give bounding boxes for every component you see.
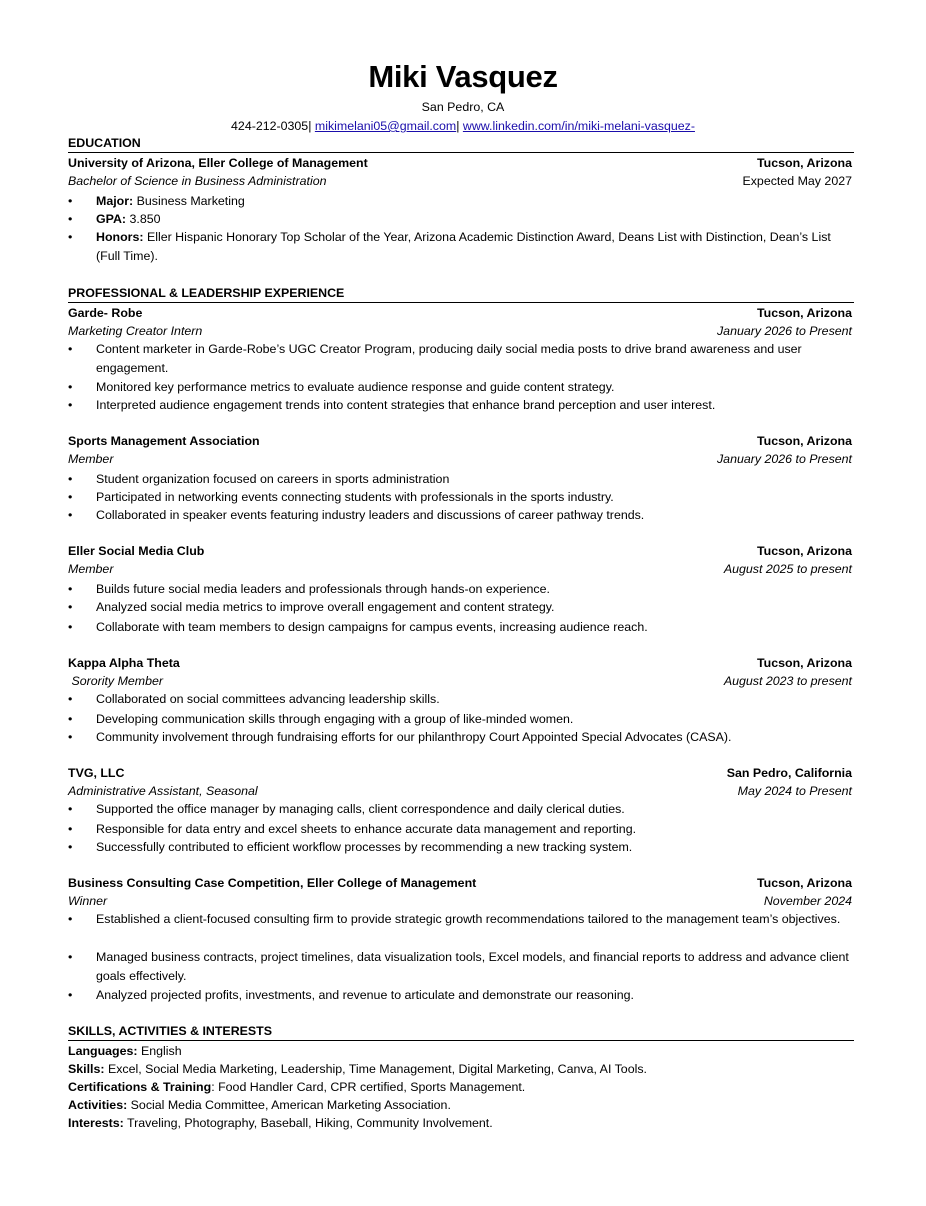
org-location: Tucson, Arizona xyxy=(757,306,852,320)
org-name: Garde- Robe xyxy=(68,306,143,320)
location: San Pedro, CA xyxy=(421,100,505,114)
bullet-icon: • xyxy=(68,822,73,836)
list-item: • Content marketer in Garde-Robe’s UGC Creator Program, producing daily social media posts to drive brand awareness and user engagement. xyxy=(68,342,802,375)
skills-interests: Interests: Traveling, Photography, Baseball, Hiking, Community Involvement. xyxy=(68,1116,493,1130)
org-name: Kappa Alpha Theta xyxy=(68,656,180,670)
section-title-education: EDUCATION xyxy=(68,136,141,150)
linkedin-link[interactable]: www.linkedin.com/in/miki-melani-vasquez- xyxy=(462,119,695,133)
list-item: • Monitored key performance metrics to evaluate audience response and guide content strategy. xyxy=(68,378,854,397)
section-title-experience: PROFESSIONAL & LEADERSHIP EXPERIENCE xyxy=(68,286,345,300)
list-item: • Supported the office manager by managing calls, client correspondence and daily clerical duties. xyxy=(68,800,854,819)
candidate-name: Miki Vasquez xyxy=(368,59,558,94)
list-item: • Interpreted audience engagement trends into content strategies that enhance brand perception and user interest. xyxy=(68,396,854,415)
list-item: • Analyzed social media metrics to improve overall engagement and content strategy. xyxy=(68,598,854,617)
phone: 424-212-0305 xyxy=(231,119,309,133)
org-location: Tucson, Arizona xyxy=(757,434,852,448)
bullet-icon: • xyxy=(68,988,73,1002)
contact-line xyxy=(0,117,926,135)
skills-activities: Activities: Social Media Committee, American Marketing Association. xyxy=(68,1098,451,1112)
list-item: • Honors: Eller Hispanic Honorary Top Scholar of the Year, Arizona Academic Distinction Award, Deans List with Distinction, Dean’s List (Full Time). xyxy=(68,230,831,263)
role-title: Winner xyxy=(68,894,108,908)
org-location: Tucson, Arizona xyxy=(757,544,852,558)
list-item: • GPA: 3.850 xyxy=(68,210,854,229)
bullet-icon: • xyxy=(68,342,73,356)
list-item: • Managed business contracts, project timelines, data visualization tools, Excel models, and financial reports to address and advance client goals effectively. xyxy=(68,950,849,983)
role-title: Member xyxy=(68,562,114,576)
bullet-icon: • xyxy=(68,912,73,926)
role-dates: January 2026 to Present xyxy=(716,452,852,466)
bullet-icon: • xyxy=(68,730,73,744)
bullet-icon: • xyxy=(68,472,73,486)
org-name: TVG, LLC xyxy=(68,766,125,780)
list-item: • Major: Business Marketing xyxy=(68,192,854,211)
org-location: Tucson, Arizona xyxy=(757,876,852,890)
section-divider xyxy=(68,1040,854,1041)
bullet-icon: • xyxy=(68,802,73,816)
section-divider xyxy=(68,152,854,153)
list-item: • Collaborate with team members to design campaigns for campus events, increasing audience reach. xyxy=(68,618,854,637)
graduation-date: Expected May 2027 xyxy=(742,174,852,188)
school-name: University of Arizona, Eller College of Management xyxy=(68,156,368,170)
school-location: Tucson, Arizona xyxy=(757,156,852,170)
role-dates: August 2023 to present xyxy=(723,674,852,688)
role-title: Administrative Assistant, Seasonal xyxy=(68,784,258,798)
list-item: • Responsible for data entry and excel sheets to enhance accurate data management and reporting. xyxy=(68,820,854,839)
list-item: • Established a client-focused consulting firm to provide strategic growth recommendations tailored to the management team’s objectives. xyxy=(68,910,854,929)
bullet-icon: • xyxy=(68,398,73,412)
bullet-icon: • xyxy=(68,582,73,596)
bullet-icon: • xyxy=(68,692,73,706)
bullet-icon: • xyxy=(68,840,73,854)
bullet-icon: • xyxy=(68,212,73,226)
list-item: • Community involvement through fundraising efforts for our philanthropy Court Appointed Special Advocates (CASA). xyxy=(68,728,854,747)
list-item: • Analyzed projected profits, investments, and revenue to articulate and demonstrate our reasoning. xyxy=(68,986,854,1005)
bullet-icon: • xyxy=(68,194,73,208)
role-title: Marketing Creator Intern xyxy=(68,324,203,338)
bullet-icon: • xyxy=(68,712,73,726)
skills-certifications: Certifications & Training: Food Handler Card, CPR certified, Sports Management. xyxy=(68,1080,526,1094)
role-dates: November 2024 xyxy=(763,894,852,908)
list-item: • Collaborated in speaker events featuring industry leaders and discussions of career pathway trends. xyxy=(68,506,854,525)
section-divider xyxy=(68,302,854,303)
role-title: Sorority Member xyxy=(68,674,164,688)
bullet-icon: • xyxy=(68,380,73,394)
list-item: • Successfully contributed to efficient workflow processes by recommending a new tracking system. xyxy=(68,838,854,857)
bullet-icon: • xyxy=(68,230,73,244)
list-item: • Student organization focused on careers in sports administration xyxy=(68,470,854,489)
email-link[interactable]: mikimelani05@gmail.com xyxy=(314,119,457,133)
role-dates: May 2024 to Present xyxy=(737,784,852,798)
bullet-icon: • xyxy=(68,620,73,634)
org-location: San Pedro, California xyxy=(726,766,852,780)
org-name: Sports Management Association xyxy=(68,434,260,448)
section-title-skills: SKILLS, ACTIVITIES & INTERESTS xyxy=(68,1024,273,1038)
separator: | xyxy=(456,119,460,133)
list-item: • Collaborated on social committees advancing leadership skills. xyxy=(68,690,854,709)
list-item: • Developing communication skills through engaging with a group of like-minded women. xyxy=(68,710,854,729)
role-dates: January 2026 to Present xyxy=(716,324,852,338)
bullet-icon: • xyxy=(68,600,73,614)
skills-list: Skills: Excel, Social Media Marketing, Leadership, Time Management, Digital Marketing, Canva, AI Tools. xyxy=(68,1062,647,1076)
separator: | xyxy=(308,119,312,133)
skills-languages: Languages: English xyxy=(68,1044,182,1058)
org-name: Eller Social Media Club xyxy=(68,544,205,558)
bullet-icon: • xyxy=(68,490,73,504)
list-item: • Builds future social media leaders and professionals through hands-on experience. xyxy=(68,580,854,599)
org-location: Tucson, Arizona xyxy=(757,656,852,670)
degree: Bachelor of Science in Business Administration xyxy=(68,174,327,188)
bullet-icon: • xyxy=(68,508,73,522)
org-name: Business Consulting Case Competition, Eller College of Management xyxy=(68,876,477,890)
bullet-icon: • xyxy=(68,950,73,964)
role-dates: August 2025 to present xyxy=(723,562,852,576)
role-title: Member xyxy=(68,452,114,466)
list-item: • Participated in networking events connecting students with professionals in the sports industry. xyxy=(68,488,854,507)
